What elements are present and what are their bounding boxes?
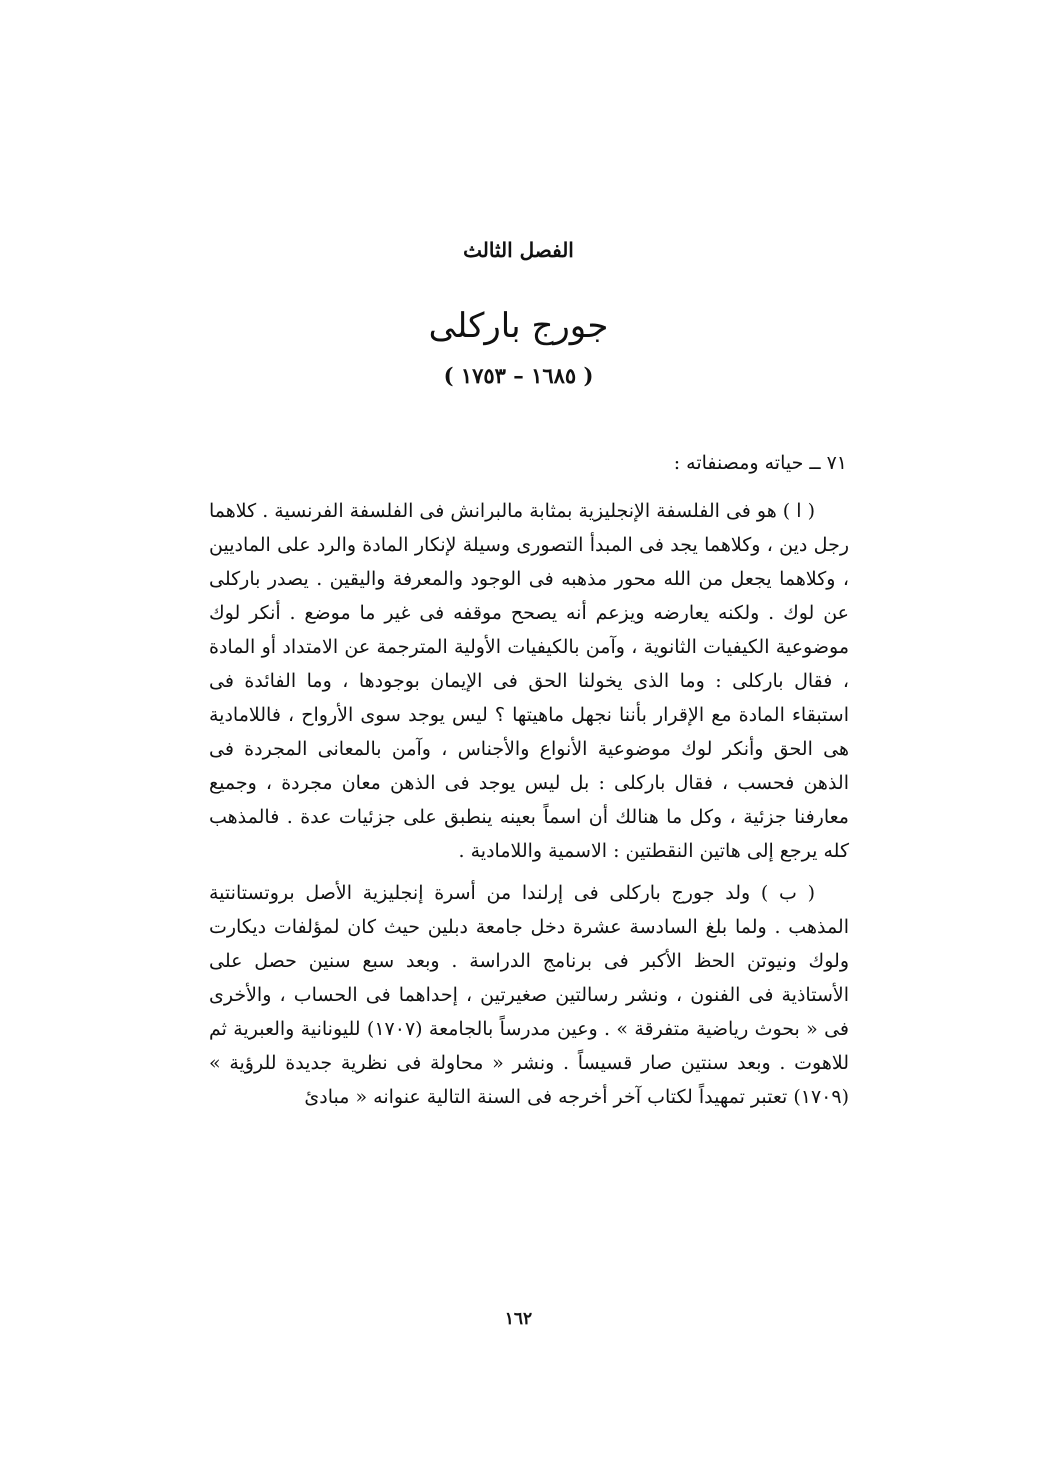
chapter-dates: ( ١٦٨٥ – ١٧٥٣ ) bbox=[443, 363, 594, 388]
chapter-label: الفصل الثالث bbox=[463, 238, 574, 262]
paragraph-a: ( ا ) هو فى الفلسفة الإنجليزية بمثابة مالبرانش فى الفلسفة الفرنسية . كلاهما رجل دين ، وكلاهما يجد فى المبدأ التصورى وسيلة لإنكار المادة والرد على الماديين ، وكلاهما يجعل من الله محور مذهبه فى الوجود والمعرفة واليقين . يصدر باركلى عن لوك . ولكنه يعارضه ويزعم أنه يصحح موقفه فى غير ما موضع . أنكر لوك موضوعية الكيفيات الثانوية ، وآمن بالكيفيات الأولية المترجمة عن الامتداد أو المادة ، فقال باركلى : وما الذى يخولنا الحق فى الإيمان بوجودها ، وما الفائدة فى استبقاء المادة مع الإقرار بأننا نجهل ماهيتها ؟ ليس يوجد سوى الأرواح ، فاللامادية هى الحق وأنكر لوك موضوعية الأنواع والأجناس ، وآمن بالمعانى المجردة فى الذهن فحسب ، فقال باركلى : بل ليس يوجد فى الذهن معان مجردة ، وجميع معارفنا جزئية ، وكل ما هنالك أن اسماً بعينه ينطبق على جزئيات عدة . فالمذهب كله يرجع إلى هاتين النقطتين : الاسمية واللامادية . bbox=[209, 500, 849, 862]
chapter-title: جورج باركلى bbox=[428, 306, 609, 346]
page-number: ١٦٢ bbox=[504, 1309, 533, 1329]
paragraph-b: ( ب ) ولد جورج باركلى فى إرلندا من أسرة إنجليزية الأصل بروتستانتية المذهب . ولما بلغ السادسة عشرة دخل جامعة دبلين حيث كان لمؤلفات ديكارت ولوك ونيوتن الحظ الأكبر فى برنامج الدراسة . وبعد سبع سنين حصل على الأستاذية فى الفنون ، ونشر رسالتين صغيرتين ، إحداهما فى الحساب ، والأخرى فى « بحوث رياضية متفرقة » . وعين مدرساً بالجامعة (١٧٠٧) لليونانية والعبرية ثم للاهوت . وبعد سنتين صار قسيساً . ونشر « محاولة فى نظرية جديدة للرؤية » (١٧٠٩) تعتبر تمهيداً لكتاب آخر أخرجه فى السنة التالية عنوانه « مبادئ bbox=[209, 882, 850, 1108]
section-heading: ٧١ ــ حياته ومصنفاته : bbox=[673, 452, 847, 474]
body-text bbox=[209, 494, 849, 1114]
